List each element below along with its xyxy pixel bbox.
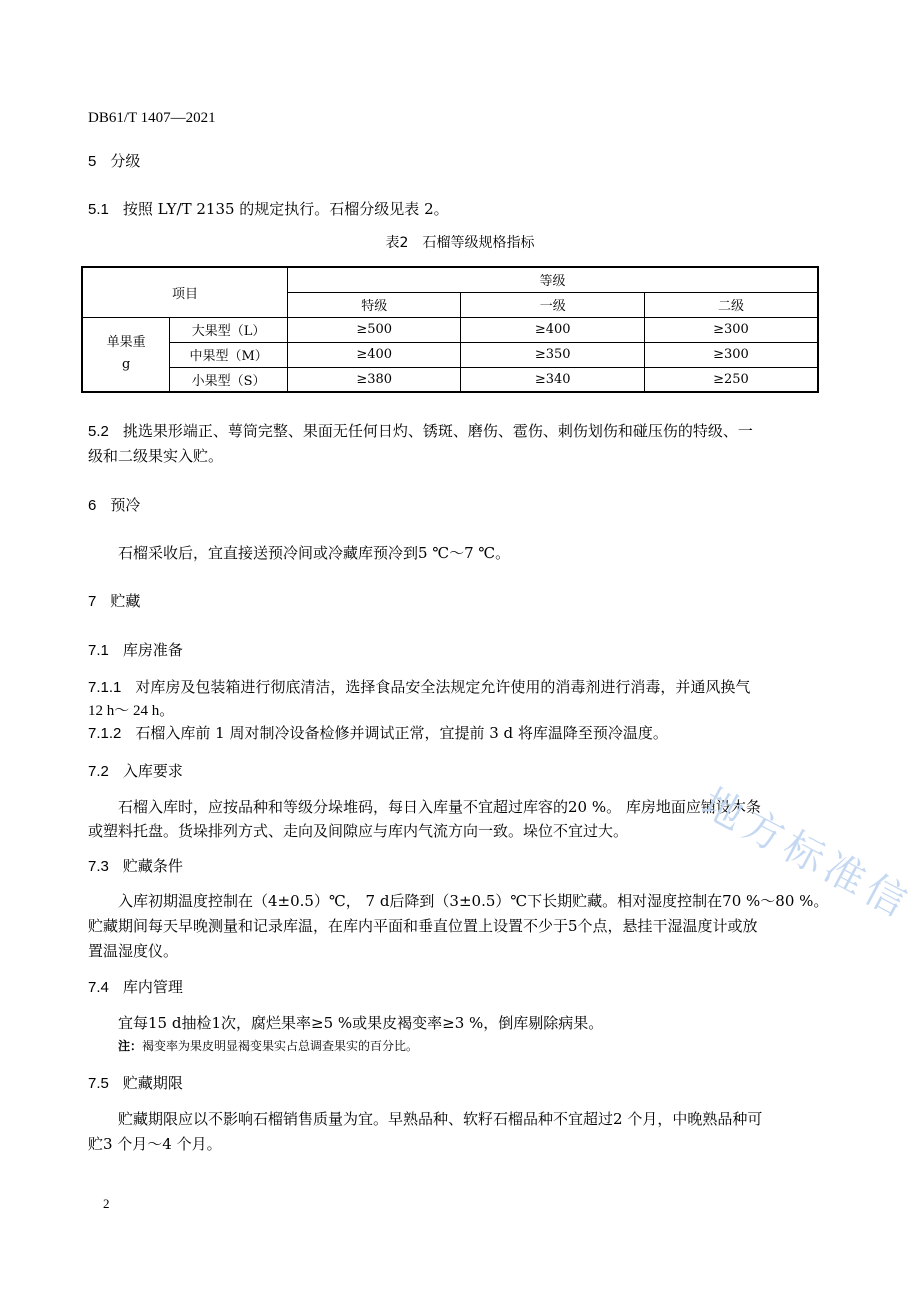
- fruit-type-cell: 大果型（L）: [170, 317, 288, 342]
- note-label: 注：: [118, 1039, 143, 1053]
- group-label-line2: g: [121, 357, 131, 373]
- value-cell: ≥300: [644, 342, 818, 367]
- section-7-5-text-line2: 贮3 个月～4 个月。: [88, 1135, 222, 1153]
- note-text: 褐变率为果皮明显褐变果实占总调查果实的百分比。: [142, 1039, 419, 1053]
- section-number: 7: [88, 593, 97, 610]
- table-header-item: 项目: [82, 267, 287, 317]
- value-cell: ≥400: [287, 342, 461, 367]
- fruit-type-cell: 小果型（S）: [170, 367, 288, 392]
- section-title: 贮藏期限: [122, 1074, 183, 1092]
- section-title: 贮藏: [110, 592, 141, 610]
- section-number: 5: [88, 153, 97, 170]
- section-title: 库房准备: [122, 641, 183, 659]
- clause-5-1: [88, 198, 449, 219]
- section-7-5-heading: [88, 1072, 183, 1093]
- section-7-2-text-line1: 石榴入库时，应按品种和等级分垛堆码，每日入库量不宜超过库容的20 %。 库房地面应铺设木条: [118, 798, 761, 816]
- section-title: 入库要求: [122, 762, 183, 780]
- section-number: 7.2: [88, 763, 109, 780]
- grade-header-cell: 二级: [644, 292, 818, 317]
- fruit-type-cell: 中果型（M）: [170, 342, 288, 367]
- clause-text: 石榴入库前 1 周对制冷设备检修并调试正常，宜提前 3 d 将库温降至预冷温度。: [135, 724, 668, 742]
- clause-5-2: [88, 420, 753, 441]
- clause-number: 7.1.2: [88, 725, 122, 742]
- page-number: 2: [103, 1196, 110, 1211]
- grade-header-cell: 一级: [461, 292, 644, 317]
- section-7-5-text-line1: 贮藏期限应以不影响石榴销售质量为宜。早熟品种、软籽石榴品种不宜超过2 个月，中晚熟品种可: [118, 1110, 763, 1128]
- section-number: 7.1: [88, 642, 109, 659]
- section-number: 6: [88, 497, 97, 514]
- value-cell: ≥350: [461, 342, 644, 367]
- clause-text-line1: 挑选果形端正、萼筒完整、果面无任何日灼、锈斑、磨伤、雹伤、刺伤划伤和碰压伤的特级、一: [122, 422, 753, 440]
- value-cell: ≥380: [287, 367, 461, 392]
- section-7-4-heading: [88, 976, 183, 997]
- value-cell: ≥250: [644, 367, 818, 392]
- clause-5-2-line2: 级和二级果实入贮。: [88, 447, 224, 465]
- section-7-3-text-line3: 置温湿度仪。: [88, 942, 179, 960]
- section-7-2-text-line2: 或塑料托盘。货垛排列方式、走向及间隙应与库内气流方向一致。垛位不宜过大。: [88, 822, 629, 840]
- section-7-4-note: [118, 1037, 418, 1054]
- section-7-3-text-line2: 贮藏期间每天早晚测量和记录库温，在库内平面和垂直位置上设置不少于5个点，悬挂干湿温度计或放: [88, 917, 758, 935]
- section-title: 分级: [110, 152, 141, 170]
- section-title: 库内管理: [122, 978, 183, 996]
- value-cell: ≥500: [287, 317, 461, 342]
- group-label-line1: 单果重: [106, 335, 146, 351]
- clause-number: 7.1.1: [88, 679, 122, 696]
- section-7-heading: [88, 590, 140, 611]
- value-cell: ≥400: [461, 317, 644, 342]
- section-6-heading: [88, 494, 140, 515]
- section-6-text: 石榴采收后，宜直接送预冷间或冷藏库预冷到5 ℃～7 ℃。: [118, 544, 511, 562]
- section-7-1-heading: [88, 639, 183, 660]
- grade-table: [81, 266, 819, 393]
- watermark: 地方标准信: [694, 779, 919, 929]
- clause-text: 按照 LY/T 2135 的规定执行。石榴分级见表 2。: [122, 200, 449, 218]
- section-7-3-text-line1: 入库初期温度控制在（4±0.5）℃， 7 d后降到（3±0.5）℃下长期贮藏。相对湿度控制在70 %～80 %。: [118, 892, 829, 910]
- document-code: DB61/T 1407—2021: [88, 110, 216, 126]
- section-5-heading: [88, 150, 140, 171]
- section-7-4-text: 宜每15 d抽检1次，腐烂果率≥5 %或果皮褐变率≥3 %，倒库剔除病果。: [118, 1014, 604, 1032]
- section-number: 7.4: [88, 979, 109, 996]
- section-7-3-heading: [88, 855, 183, 876]
- grade-header-cell: 特级: [287, 292, 461, 317]
- table-row: [82, 317, 818, 342]
- section-number: 7.3: [88, 858, 109, 875]
- clause-number: 5.2: [88, 423, 109, 440]
- value-cell: ≥340: [461, 367, 644, 392]
- table-header-grade: 等级: [287, 267, 818, 292]
- section-title: 贮藏条件: [122, 857, 183, 875]
- clause-7-1-2: [88, 722, 668, 743]
- clause-7-1-1-line2: 12 h～ 24 h。: [88, 703, 175, 719]
- table-row: [82, 342, 818, 367]
- clause-text-line1: 对库房及包装箱进行彻底清洁，选择食品安全法规定允许使用的消毒剂进行消毒，并通风换气: [135, 678, 751, 696]
- section-number: 7.5: [88, 1075, 109, 1092]
- clause-7-1-1: [88, 676, 750, 697]
- table-title: 表2 石榴等级规格指标: [385, 235, 535, 251]
- section-title: 预冷: [110, 496, 141, 514]
- group-label: [82, 317, 170, 392]
- section-7-2-heading: [88, 760, 183, 781]
- clause-number: 5.1: [88, 201, 109, 218]
- table-row: [82, 367, 818, 392]
- value-cell: ≥300: [644, 317, 818, 342]
